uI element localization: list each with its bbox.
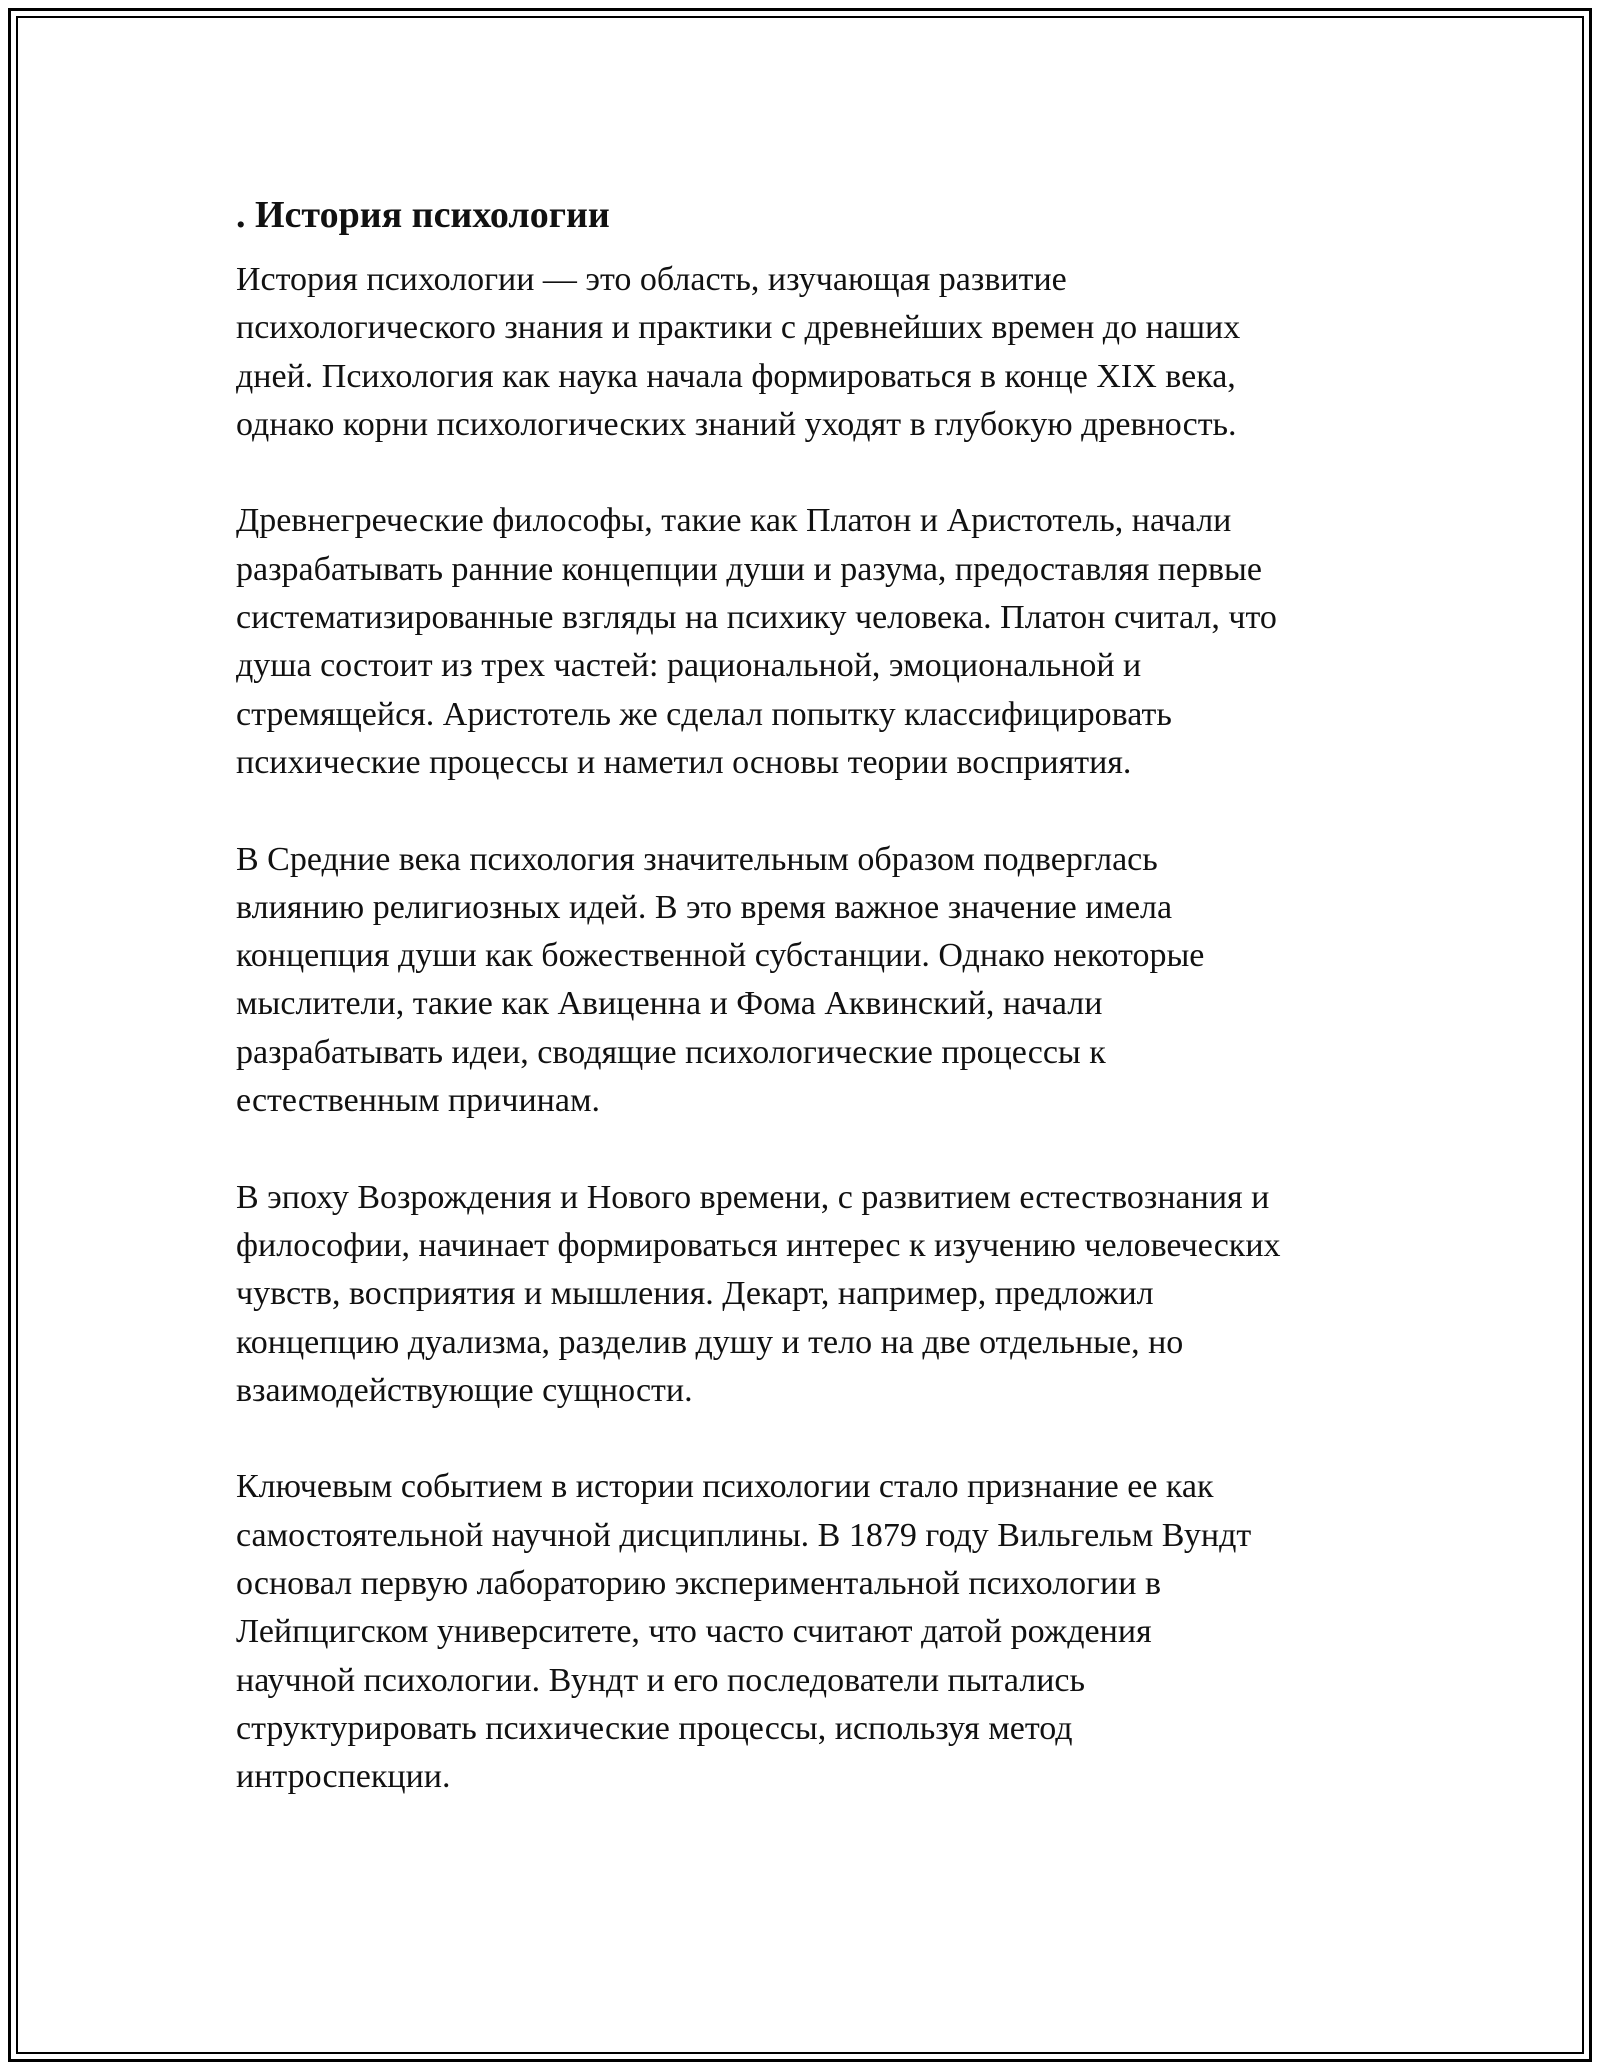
section-heading: . История психологии: [236, 194, 610, 236]
paragraph-renaissance: В эпоху Возрождения и Нового времени, с развитием естествознания и философии, начинает формироваться интерес к изучению человеческих чувств, восприятия и мышления. Декарт, например, предложил концепцию дуализма, разделив душу и тело на две отдельные, но взаимодействующие сущности.: [236, 1178, 1281, 1409]
paragraph-ancient-greece: Древнегреческие философы, такие как Платон и Аристотель, начали разрабатывать ранние концепции души и разума, предоставляя первые систематизированные взгляды на психику человека. Платон считал, что душа состоит из трех частей: рациональной, эмоциональной и стремящейся. Аристотель же сделал попытку классифицировать психические процессы и наметил основы теории восприятия.: [236, 502, 1277, 781]
document-body: [236, 190, 1416, 1850]
paragraph-wundt: Ключевым событием в истории психологии стало признание ее как самостоятельной научной дисциплины. В 1879 году Вильгельм Вундт основал первую лабораторию экспериментальной психологии в Лейпцигском университете, что часто считают датой рождения научной психологии. Вундт и его последователи пытались структурировать психические процессы, используя метод интроспекции.: [236, 1468, 1252, 1796]
paragraph-middle-ages: В Средние века психология значительным образом подверглась влиянию религиозных идей. В это время важное значение имела концепция души как божественной субстанции. Однако некоторые мыслители, такие как Авиценна и Фома Аквинский, начали разрабатывать идеи, сводящие психологические процессы к естественным причинам.: [236, 840, 1205, 1120]
paragraph-intro: История психологии — это область, изучающая развитие психологического знания и практики с древнейших времен до наших дней. Психология как наука начала формироваться в конце XIX века, однако корни психологических знаний уходят в глубокую древность.: [236, 261, 1241, 443]
